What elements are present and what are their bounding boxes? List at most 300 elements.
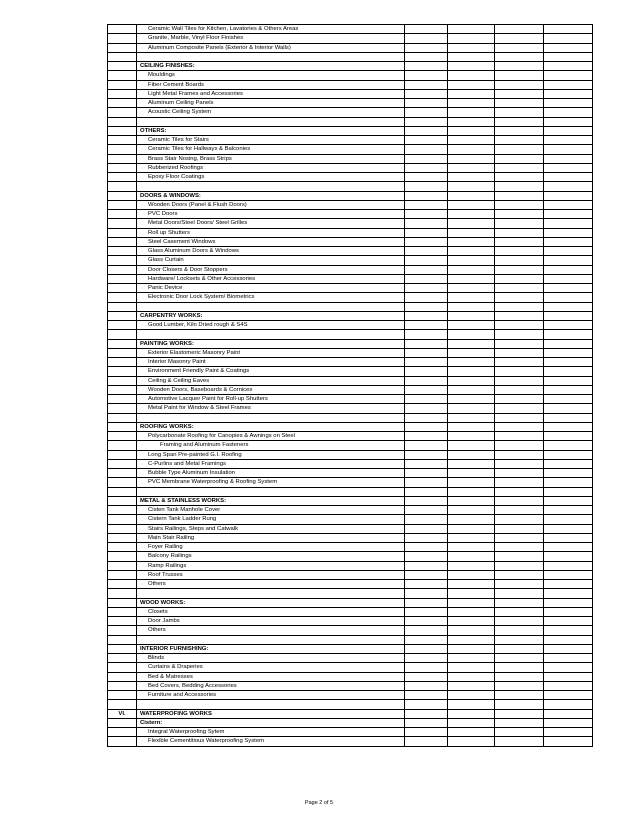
item-row xyxy=(108,506,593,515)
item-number-cell xyxy=(108,163,137,172)
empty-cell xyxy=(495,607,544,616)
empty-cell xyxy=(405,284,448,293)
item-description-cell: Environment Friendly Paint & Coatings xyxy=(137,367,405,376)
empty-cell xyxy=(544,219,593,228)
empty-cell xyxy=(495,376,544,385)
item-row xyxy=(108,432,593,441)
empty-cell xyxy=(495,302,544,311)
item-row xyxy=(108,321,593,330)
item-description-cell: Framing and Aluminum Fasteners xyxy=(137,441,405,450)
blank-row xyxy=(108,330,593,339)
empty-cell xyxy=(448,654,495,663)
item-number-cell xyxy=(108,182,137,191)
empty-cell xyxy=(405,43,448,52)
empty-cell xyxy=(405,598,448,607)
item-number-cell xyxy=(108,200,137,209)
empty-cell xyxy=(495,561,544,570)
empty-cell xyxy=(448,80,495,89)
item-description-cell xyxy=(137,52,405,61)
empty-cell xyxy=(448,293,495,302)
item-number-cell xyxy=(108,607,137,616)
item-row xyxy=(108,358,593,367)
empty-cell xyxy=(448,256,495,265)
empty-cell xyxy=(544,496,593,505)
empty-cell xyxy=(448,450,495,459)
empty-cell xyxy=(405,256,448,265)
empty-cell xyxy=(448,422,495,431)
empty-cell xyxy=(448,145,495,154)
empty-cell xyxy=(544,580,593,589)
item-number-cell xyxy=(108,136,137,145)
empty-cell xyxy=(405,330,448,339)
item-description-cell: C-Purlins and Metal Framings xyxy=(137,459,405,468)
empty-cell xyxy=(544,256,593,265)
empty-cell xyxy=(448,496,495,505)
empty-cell xyxy=(544,728,593,737)
item-number-cell xyxy=(108,459,137,468)
empty-cell xyxy=(405,718,448,727)
empty-cell xyxy=(448,311,495,320)
empty-cell xyxy=(448,459,495,468)
empty-cell xyxy=(495,191,544,200)
empty-cell xyxy=(544,108,593,117)
item-row xyxy=(108,71,593,80)
empty-cell xyxy=(544,117,593,126)
empty-cell xyxy=(405,395,448,404)
item-number-cell xyxy=(108,589,137,598)
empty-cell xyxy=(544,607,593,616)
empty-cell xyxy=(544,709,593,718)
empty-cell xyxy=(495,469,544,478)
item-description-cell: Mouldings xyxy=(137,71,405,80)
item-number-cell xyxy=(108,524,137,533)
item-row xyxy=(108,43,593,52)
empty-cell xyxy=(544,136,593,145)
item-description-cell: Stairs Railings, Steps and Catwalk xyxy=(137,524,405,533)
empty-cell xyxy=(448,663,495,672)
empty-cell xyxy=(405,247,448,256)
empty-cell xyxy=(495,358,544,367)
empty-cell xyxy=(495,524,544,533)
empty-cell xyxy=(495,589,544,598)
empty-cell xyxy=(405,459,448,468)
empty-cell xyxy=(448,108,495,117)
empty-cell xyxy=(405,145,448,154)
empty-cell xyxy=(448,617,495,626)
empty-cell xyxy=(448,626,495,635)
empty-cell xyxy=(544,385,593,394)
item-number-cell xyxy=(108,191,137,200)
empty-cell xyxy=(405,62,448,71)
empty-cell xyxy=(495,441,544,450)
empty-cell xyxy=(544,154,593,163)
empty-cell xyxy=(544,459,593,468)
item-row xyxy=(108,89,593,98)
empty-cell xyxy=(544,487,593,496)
item-description-cell: Granite, Marble, Vinyl Floor Finishes xyxy=(137,34,405,43)
empty-cell xyxy=(495,728,544,737)
item-number-cell xyxy=(108,126,137,135)
empty-cell xyxy=(544,358,593,367)
item-number-cell xyxy=(108,71,137,80)
empty-cell xyxy=(544,99,593,108)
empty-cell xyxy=(405,728,448,737)
empty-cell xyxy=(405,478,448,487)
empty-cell xyxy=(405,210,448,219)
item-description-cell: Main Stair Railing xyxy=(137,533,405,542)
empty-cell xyxy=(405,422,448,431)
empty-cell xyxy=(405,654,448,663)
item-number-cell xyxy=(108,478,137,487)
empty-cell xyxy=(544,163,593,172)
empty-cell xyxy=(495,737,544,746)
item-row xyxy=(108,154,593,163)
empty-cell xyxy=(495,496,544,505)
empty-cell xyxy=(448,580,495,589)
item-description-cell xyxy=(137,182,405,191)
empty-cell xyxy=(544,367,593,376)
empty-cell xyxy=(544,478,593,487)
item-description-cell: Automotive Lacquer Paint for Roll-up Shutters xyxy=(137,395,405,404)
item-description-cell xyxy=(137,700,405,709)
empty-cell xyxy=(405,737,448,746)
empty-cell xyxy=(405,237,448,246)
item-description-cell xyxy=(137,330,405,339)
empty-cell xyxy=(448,543,495,552)
empty-cell xyxy=(405,339,448,348)
empty-cell xyxy=(544,404,593,413)
empty-cell xyxy=(544,700,593,709)
item-row xyxy=(108,256,593,265)
empty-cell xyxy=(448,552,495,561)
empty-cell xyxy=(544,543,593,552)
empty-cell xyxy=(405,302,448,311)
empty-cell xyxy=(495,126,544,135)
empty-cell xyxy=(405,607,448,616)
empty-cell xyxy=(405,99,448,108)
item-description-cell: Flexible Cementitious Waterproofing System xyxy=(137,737,405,746)
item-description-cell: Metal Paint for Window & Steel Frames xyxy=(137,404,405,413)
empty-cell xyxy=(448,718,495,727)
blank-row xyxy=(108,117,593,126)
empty-cell xyxy=(495,117,544,126)
empty-cell xyxy=(405,552,448,561)
item-number-cell xyxy=(108,385,137,394)
empty-cell xyxy=(448,607,495,616)
item-description-cell: Roll up Shutters xyxy=(137,228,405,237)
empty-cell xyxy=(405,108,448,117)
empty-cell xyxy=(405,404,448,413)
section-header-row xyxy=(108,422,593,431)
item-number-cell xyxy=(108,99,137,108)
empty-cell xyxy=(448,367,495,376)
empty-cell xyxy=(448,385,495,394)
empty-cell xyxy=(405,191,448,200)
item-description-cell: Bed & Matresses xyxy=(137,672,405,681)
empty-cell xyxy=(544,228,593,237)
item-row xyxy=(108,284,593,293)
empty-cell xyxy=(495,274,544,283)
section-header-cell: DOORS & WINDOWS: xyxy=(137,191,405,200)
item-number-cell xyxy=(108,515,137,524)
empty-cell xyxy=(405,432,448,441)
empty-cell xyxy=(544,237,593,246)
empty-cell xyxy=(495,136,544,145)
empty-cell xyxy=(544,145,593,154)
empty-cell xyxy=(448,395,495,404)
section-header-row xyxy=(108,496,593,505)
empty-cell xyxy=(544,626,593,635)
item-description-cell: Rubberized Roofings xyxy=(137,163,405,172)
item-description-cell: Electronic Door Lock System/ Biometrics xyxy=(137,293,405,302)
empty-cell xyxy=(544,348,593,357)
empty-cell xyxy=(405,515,448,524)
section-header-cell: OTHERS: xyxy=(137,126,405,135)
item-number-cell xyxy=(108,654,137,663)
empty-cell xyxy=(448,339,495,348)
item-row xyxy=(108,617,593,626)
item-number-cell xyxy=(108,173,137,182)
item-number-cell xyxy=(108,718,137,727)
empty-cell xyxy=(405,265,448,274)
item-number-cell xyxy=(108,117,137,126)
item-number-cell xyxy=(108,376,137,385)
empty-cell xyxy=(448,358,495,367)
empty-cell xyxy=(448,644,495,653)
empty-cell xyxy=(405,533,448,542)
item-row xyxy=(108,219,593,228)
empty-cell xyxy=(448,302,495,311)
empty-cell xyxy=(405,709,448,718)
item-row xyxy=(108,626,593,635)
empty-cell xyxy=(405,487,448,496)
empty-cell xyxy=(544,524,593,533)
empty-cell xyxy=(405,496,448,505)
empty-cell xyxy=(544,126,593,135)
empty-cell xyxy=(544,302,593,311)
empty-cell xyxy=(405,293,448,302)
item-description-cell: Ceramic Tiles for Hallways & Balconies xyxy=(137,145,405,154)
item-number-cell xyxy=(108,256,137,265)
item-number-cell xyxy=(108,274,137,283)
empty-cell xyxy=(495,543,544,552)
blank-row xyxy=(108,635,593,644)
item-description-cell: Interior Masonry Paint xyxy=(137,358,405,367)
empty-cell xyxy=(495,200,544,209)
item-number-cell xyxy=(108,552,137,561)
empty-cell xyxy=(448,469,495,478)
item-number-cell xyxy=(108,543,137,552)
item-number-cell: VI. xyxy=(108,709,137,718)
empty-cell xyxy=(448,404,495,413)
empty-cell xyxy=(405,700,448,709)
item-row xyxy=(108,450,593,459)
item-description-cell: Wooden Doors, Baseboards & Cornices xyxy=(137,385,405,394)
empty-cell xyxy=(495,99,544,108)
empty-cell xyxy=(495,367,544,376)
item-number-cell xyxy=(108,145,137,154)
empty-cell xyxy=(448,533,495,542)
item-row xyxy=(108,173,593,182)
item-number-cell xyxy=(108,80,137,89)
item-number-cell xyxy=(108,422,137,431)
section-header-row xyxy=(108,62,593,71)
empty-cell xyxy=(448,709,495,718)
empty-cell xyxy=(405,469,448,478)
empty-cell xyxy=(544,644,593,653)
item-row xyxy=(108,561,593,570)
empty-cell xyxy=(448,34,495,43)
item-row xyxy=(108,108,593,117)
empty-cell xyxy=(405,376,448,385)
empty-cell xyxy=(544,617,593,626)
empty-cell xyxy=(448,348,495,357)
item-row xyxy=(108,385,593,394)
empty-cell xyxy=(544,561,593,570)
empty-cell xyxy=(405,524,448,533)
item-number-cell xyxy=(108,228,137,237)
empty-cell xyxy=(495,617,544,626)
empty-cell xyxy=(495,219,544,228)
empty-cell xyxy=(544,506,593,515)
empty-cell xyxy=(405,413,448,422)
item-row xyxy=(108,348,593,357)
empty-cell xyxy=(544,635,593,644)
empty-cell xyxy=(405,219,448,228)
empty-cell xyxy=(495,580,544,589)
item-number-cell xyxy=(108,737,137,746)
empty-cell xyxy=(495,311,544,320)
item-row xyxy=(108,25,593,34)
empty-cell xyxy=(544,376,593,385)
empty-cell xyxy=(544,395,593,404)
item-number-cell xyxy=(108,728,137,737)
item-row xyxy=(108,691,593,700)
empty-cell xyxy=(405,635,448,644)
empty-cell xyxy=(544,62,593,71)
item-number-cell xyxy=(108,358,137,367)
empty-cell xyxy=(544,441,593,450)
empty-cell xyxy=(544,330,593,339)
empty-cell xyxy=(544,515,593,524)
empty-cell xyxy=(544,552,593,561)
empty-cell xyxy=(495,237,544,246)
empty-cell xyxy=(495,432,544,441)
item-row xyxy=(108,34,593,43)
item-description-cell: Others xyxy=(137,580,405,589)
item-description-cell: Acoustic Ceiling System xyxy=(137,108,405,117)
item-row xyxy=(108,552,593,561)
empty-cell xyxy=(405,691,448,700)
empty-cell xyxy=(405,543,448,552)
item-number-cell xyxy=(108,395,137,404)
empty-cell xyxy=(544,672,593,681)
item-number-cell xyxy=(108,52,137,61)
empty-cell xyxy=(448,589,495,598)
empty-cell xyxy=(448,219,495,228)
empty-cell xyxy=(405,200,448,209)
empty-cell xyxy=(405,126,448,135)
empty-cell xyxy=(405,367,448,376)
item-row xyxy=(108,145,593,154)
empty-cell xyxy=(405,617,448,626)
item-description-cell: Polycarbonate Roofing for Canopies & Awnings on Steel xyxy=(137,432,405,441)
item-number-cell xyxy=(108,533,137,542)
item-row xyxy=(108,265,593,274)
item-description-cell: Integral Waterproofing Sytem xyxy=(137,728,405,737)
empty-cell xyxy=(448,173,495,182)
empty-cell xyxy=(495,404,544,413)
item-number-cell xyxy=(108,432,137,441)
empty-cell xyxy=(495,487,544,496)
empty-cell xyxy=(405,626,448,635)
empty-cell xyxy=(495,700,544,709)
item-row xyxy=(108,210,593,219)
item-description-cell: Light Metal Frames and Accessories xyxy=(137,89,405,98)
empty-cell xyxy=(495,413,544,422)
item-number-cell xyxy=(108,441,137,450)
item-number-cell xyxy=(108,469,137,478)
empty-cell xyxy=(544,191,593,200)
empty-cell xyxy=(495,62,544,71)
empty-cell xyxy=(495,182,544,191)
empty-cell xyxy=(448,284,495,293)
empty-cell xyxy=(544,293,593,302)
empty-cell xyxy=(544,89,593,98)
section-header-cell: WOOD WORKS: xyxy=(137,598,405,607)
item-row xyxy=(108,80,593,89)
blank-row xyxy=(108,589,593,598)
item-number-cell xyxy=(108,339,137,348)
empty-cell xyxy=(544,570,593,579)
item-row xyxy=(108,367,593,376)
empty-cell xyxy=(544,589,593,598)
empty-cell xyxy=(495,163,544,172)
empty-cell xyxy=(495,108,544,117)
item-row xyxy=(108,200,593,209)
section-header-cell: CARPENTRY WORKS: xyxy=(137,311,405,320)
empty-cell xyxy=(405,117,448,126)
item-description-cell: Door Jambs xyxy=(137,617,405,626)
section-header-row xyxy=(108,311,593,320)
empty-cell xyxy=(448,43,495,52)
empty-cell xyxy=(405,228,448,237)
empty-cell xyxy=(544,663,593,672)
item-row xyxy=(108,237,593,246)
section-header-cell: INTERIOR FURNISHING: xyxy=(137,644,405,653)
empty-cell xyxy=(448,570,495,579)
empty-cell xyxy=(448,441,495,450)
empty-cell xyxy=(405,681,448,690)
item-row xyxy=(108,607,593,616)
item-number-cell xyxy=(108,25,137,34)
item-number-cell xyxy=(108,43,137,52)
empty-cell xyxy=(448,247,495,256)
empty-cell xyxy=(544,80,593,89)
empty-cell xyxy=(448,210,495,219)
item-row xyxy=(108,441,593,450)
empty-cell xyxy=(544,737,593,746)
item-description-cell: Ceramic Tiles for Stairs xyxy=(137,136,405,145)
item-description-cell xyxy=(137,635,405,644)
item-number-cell xyxy=(108,561,137,570)
item-row xyxy=(108,376,593,385)
item-description-cell: Cistern Tank Ladder Rung xyxy=(137,515,405,524)
empty-cell xyxy=(495,25,544,34)
item-row xyxy=(108,404,593,413)
empty-cell xyxy=(448,52,495,61)
empty-cell xyxy=(495,626,544,635)
